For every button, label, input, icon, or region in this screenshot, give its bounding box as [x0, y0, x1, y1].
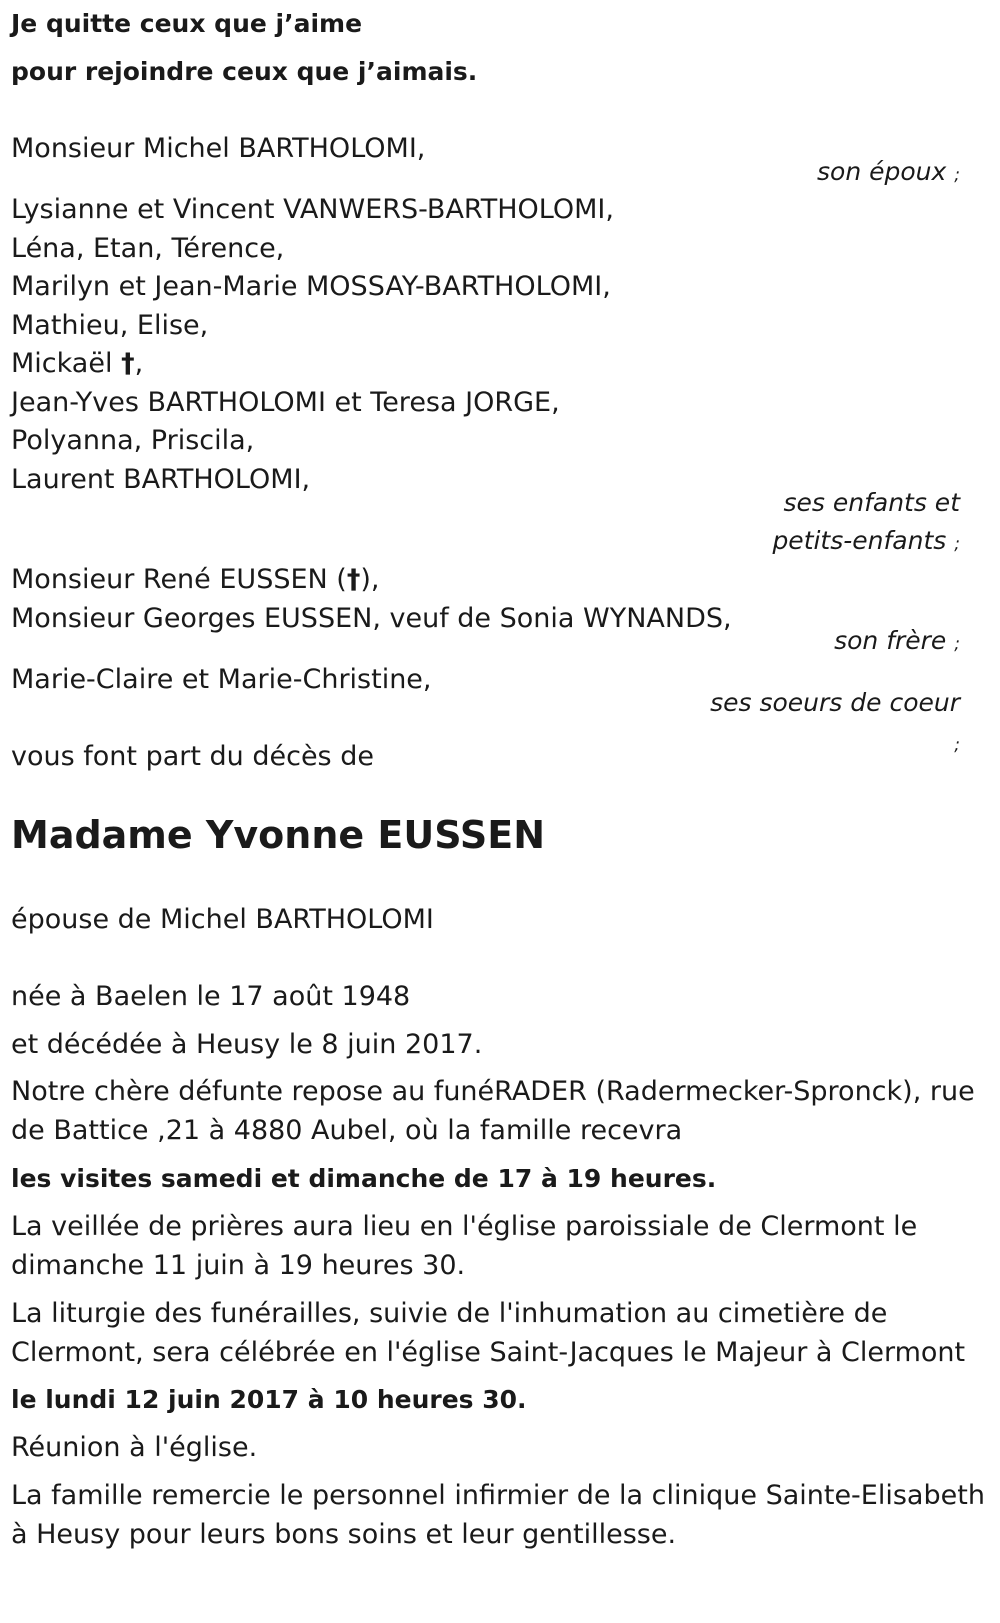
liturgy-line-2: Clermont, sera célébrée en l'église Saint-Jacques le Majeur à Clermont [11, 1337, 966, 1368]
cross-icon: † [346, 564, 361, 595]
brothers-role-label: son frère [834, 626, 947, 655]
cross-icon: † [121, 348, 135, 379]
children-role-label: petits-enfants [772, 526, 947, 555]
spouse-role-sep: ; [954, 165, 960, 185]
sisters-line: Marie-Claire et Marie-Christine, [11, 664, 432, 695]
liturgy-line-1: La liturgie des funérailles, suivie de l'inhumation au cimetière de [11, 1298, 888, 1329]
brothers-role [834, 623, 960, 662]
deceased-death: et décédée à Heusy le 8 juin 2017. [11, 1029, 483, 1060]
children-line-3: Marilyn et Jean-Marie MOSSAY-BARTHOLOMI, [11, 271, 611, 302]
thanks-line-1: La famille remercie le personnel infirmier de la clinique Sainte-Elisabeth [11, 1480, 985, 1511]
deceased-spouse-of: épouse de Michel BARTHOLOMI [11, 904, 434, 935]
children-line-4: Mathieu, Elise, [11, 310, 209, 341]
children-line-7: Polyanna, Priscila, [11, 425, 255, 456]
children-role-sep: ; [954, 534, 960, 554]
spouse-line: Monsieur Michel BARTHOLOMI, [11, 133, 426, 164]
children-line-1: Lysianne et Vincent VANWERS-BARTHOLOMI, [11, 194, 614, 225]
visits-info: les visites samedi et dimanche de 17 à 19 heures. [11, 1164, 717, 1193]
children-line-8: Laurent BARTHOLOMI, [11, 464, 311, 495]
brothers-line-1-prefix: Monsieur René EUSSEN ( [11, 564, 347, 595]
repose-line-1: Notre chère défunte repose au funéRADER (Radermecker-Spronck), rue [11, 1076, 975, 1107]
liturgy-date: le lundi 12 juin 2017 à 10 heures 30. [11, 1385, 527, 1414]
brothers-line-1 [11, 560, 379, 600]
brothers-line-2: Monsieur Georges EUSSEN, veuf de Sonia WYNANDS, [11, 603, 732, 634]
children-role-line-1: ses enfants et [783, 488, 960, 517]
deceased-name: Madame Yvonne EUSSEN [11, 813, 546, 857]
brothers-role-sep: ; [954, 634, 960, 654]
spouse-role-label: son époux [817, 157, 947, 186]
children-line-5-comma: , [134, 348, 144, 379]
epigraph-line-2: pour rejoindre ceux que j’aimais. [11, 57, 478, 86]
thanks-line-2: à Heusy pour leurs bons soins et leur gentillesse. [11, 1519, 677, 1550]
brothers-line-1-suffix: ), [360, 564, 380, 595]
vigil-line-1: La veillée de prières aura lieu en l'église paroissiale de Clermont le [11, 1211, 918, 1242]
sisters-role-sep: ; [954, 735, 960, 755]
vigil-line-2: dimanche 11 juin à 19 heures 30. [11, 1250, 466, 1281]
announcement-text: vous font part du décès de [11, 741, 374, 772]
children-role-line-2 [772, 523, 960, 562]
sisters-role: ses soeurs de coeur [710, 688, 960, 717]
children-line-6: Jean-Yves BARTHOLOMI et Teresa JORGE, [11, 387, 560, 418]
repose-line-2: de Battice ,21 à 4880 Aubel, où la famille recevra [11, 1115, 683, 1146]
epigraph-line-1: Je quitte ceux que j’aime [11, 9, 363, 38]
spouse-role [817, 154, 960, 193]
children-line-5-text: Mickaël [11, 348, 113, 379]
children-line-2: Léna, Etan, Térence, [11, 233, 285, 264]
deceased-birth: née à Baelen le 17 août 1948 [11, 981, 411, 1012]
meeting-info: Réunion à l'église. [11, 1432, 258, 1463]
children-line-5 [11, 344, 143, 384]
